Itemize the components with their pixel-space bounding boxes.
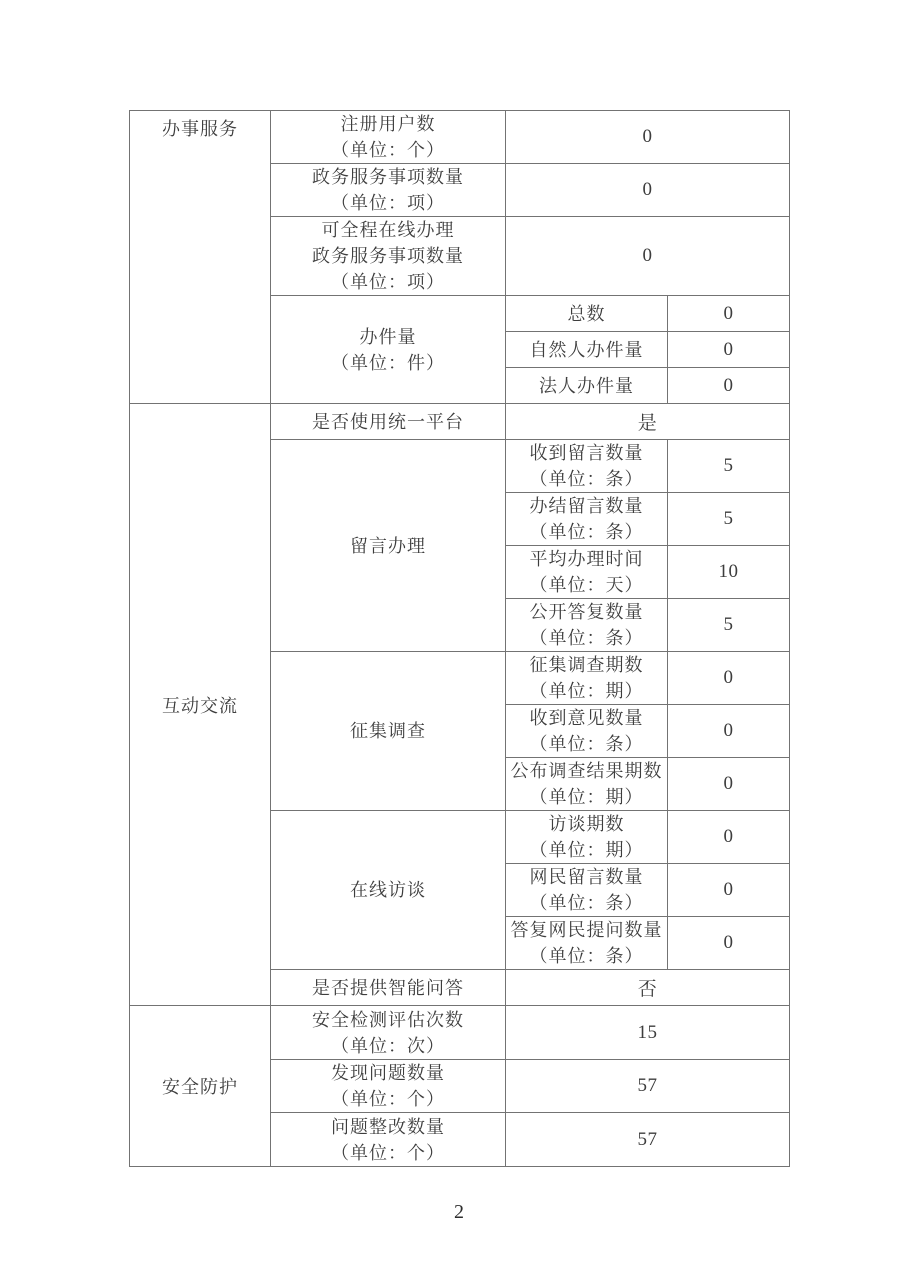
value-public-replies: 5 <box>668 599 790 652</box>
item-registered-users <box>271 111 506 164</box>
value-problems-rectified: 57 <box>506 1113 790 1167</box>
value-problems-found: 57 <box>506 1060 790 1113</box>
category-service: 办事服务 <box>130 111 271 404</box>
subitem-label: 总数 <box>567 303 606 324</box>
item-smart-qa <box>271 970 506 1006</box>
subitem-label: 自然人办件量 <box>529 339 644 360</box>
item-unit-label: （单位：项） <box>331 193 445 213</box>
subitem-unit-label: （单位：条） <box>529 893 644 913</box>
subitem-unit-label: （单位：条） <box>529 734 644 754</box>
item-label: 政务服务事项数量 <box>312 246 464 266</box>
item-online-interview <box>271 811 506 970</box>
item-label: 是否提供智能问答 <box>312 977 464 998</box>
value-netizen-messages: 0 <box>668 864 790 917</box>
subitem-interview-periods <box>506 811 668 864</box>
item-unit-label: （单位：项） <box>331 272 445 292</box>
subitem-unit-label: （单位：条） <box>529 628 644 648</box>
subitem-unit-label: （单位：条） <box>529 469 644 489</box>
item-label: 发现问题数量 <box>331 1063 445 1083</box>
value-messages-completed: 5 <box>668 493 790 546</box>
subitem-label: 收到意见数量 <box>529 708 644 728</box>
subitem-opinions-received <box>506 705 668 758</box>
subitem-unit-label: （单位：期） <box>529 681 644 701</box>
item-unit-label: （单位：次） <box>331 1035 445 1056</box>
item-label: 问题整改数量 <box>331 1116 445 1137</box>
item-label: 留言办理 <box>350 535 426 556</box>
page-number: 2 <box>454 1201 464 1223</box>
value-survey-results-published: 0 <box>668 758 790 811</box>
subitem-label: 访谈期数 <box>548 814 625 834</box>
item-unit-label: （单位：个） <box>331 1142 445 1163</box>
value-service-matters: 0 <box>506 164 790 217</box>
subitem-unit-label: （单位：期） <box>529 840 644 860</box>
item-security-assessments <box>271 1006 506 1060</box>
subitem-unit-label: （单位：期） <box>529 787 644 807</box>
value-smart-qa: 否 <box>506 970 790 1006</box>
item-survey-collection <box>271 652 506 811</box>
item-label: 征集调查 <box>350 721 426 741</box>
item-problems-rectified <box>271 1113 506 1167</box>
item-case-volume <box>271 296 506 404</box>
item-message-handling <box>271 440 506 652</box>
subitem-unit-label: （单位：条） <box>529 522 644 542</box>
subitem-label: 收到留言数量 <box>529 443 644 463</box>
subitem-label: 网民留言数量 <box>529 867 644 887</box>
subitem-public-replies <box>506 599 668 652</box>
subitem-total <box>506 296 668 332</box>
item-problems-found <box>271 1060 506 1113</box>
value-messages-received: 5 <box>668 440 790 493</box>
value-natural-person-cases: 0 <box>668 332 790 368</box>
item-label: 在线访谈 <box>350 880 426 900</box>
subitem-natural-person-cases <box>506 332 668 368</box>
value-survey-periods: 0 <box>668 652 790 705</box>
subitem-messages-received <box>506 440 668 493</box>
subitem-unit-label: （单位：条） <box>529 946 644 966</box>
item-unified-platform <box>271 404 506 440</box>
item-unit-label: （单位：件） <box>331 352 445 373</box>
item-service-matters <box>271 164 506 217</box>
item-full-online-service-matters <box>271 217 506 296</box>
value-opinions-received: 0 <box>668 705 790 758</box>
value-legal-person-cases: 0 <box>668 368 790 404</box>
subitem-label: 答复网民提问数量 <box>510 920 663 940</box>
report-table-container <box>129 110 789 1224</box>
value-netizen-questions-answered: 0 <box>668 917 790 970</box>
value-unified-platform: 是 <box>506 404 790 440</box>
subitem-survey-results-published <box>506 758 668 811</box>
subitem-label: 公布调查结果期数 <box>510 761 663 781</box>
category-security: 安全防护 <box>130 1006 271 1167</box>
item-label: 安全检测评估次数 <box>312 1009 464 1030</box>
category-interaction: 互动交流 <box>130 404 271 1006</box>
item-label: 办件量 <box>359 326 417 347</box>
item-label: 注册用户数 <box>340 114 436 134</box>
subitem-survey-periods <box>506 652 668 705</box>
item-label: 是否使用统一平台 <box>312 411 464 432</box>
value-interview-periods: 0 <box>668 811 790 864</box>
subitem-label: 征集调查期数 <box>529 655 644 675</box>
item-unit-label: （单位：个） <box>331 1089 445 1109</box>
value-full-online-service-matters: 0 <box>506 217 790 296</box>
subitem-legal-person-cases <box>506 368 668 404</box>
subitem-messages-completed <box>506 493 668 546</box>
value-average-handling-time: 10 <box>668 546 790 599</box>
value-security-assessments: 15 <box>506 1006 790 1060</box>
subitem-label: 办结留言数量 <box>529 496 644 516</box>
subitem-label: 公开答复数量 <box>529 602 644 622</box>
item-unit-label: （单位：个） <box>331 140 445 160</box>
subitem-netizen-messages <box>506 864 668 917</box>
subitem-netizen-questions-answered <box>506 917 668 970</box>
item-label: 政务服务事项数量 <box>312 167 464 187</box>
subitem-average-handling-time <box>506 546 668 599</box>
subitem-label: 平均办理时间 <box>529 549 644 569</box>
annual-report-table <box>129 110 790 1167</box>
subitem-unit-label: （单位：天） <box>529 575 644 595</box>
value-total: 0 <box>668 296 790 332</box>
subitem-label: 法人办件量 <box>539 375 634 396</box>
item-label: 可全程在线办理 <box>321 220 455 240</box>
value-registered-users: 0 <box>506 111 790 164</box>
